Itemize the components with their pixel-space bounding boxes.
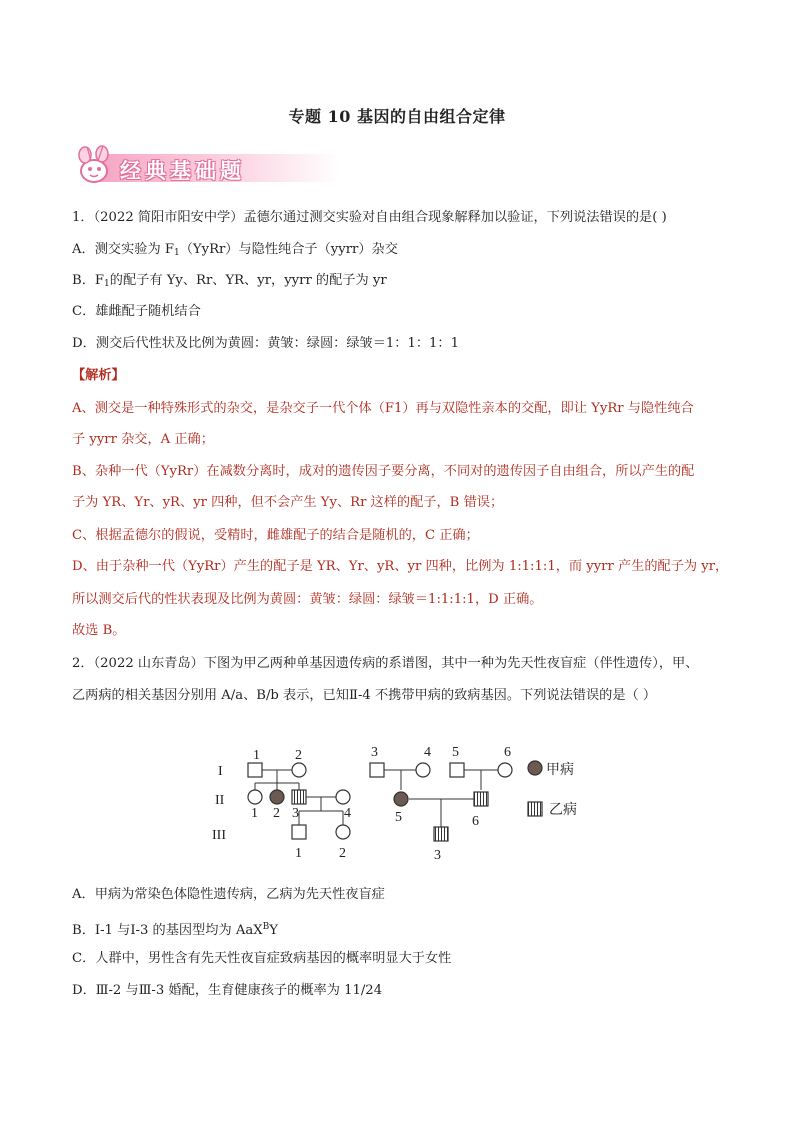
ped-I-5-male bbox=[450, 763, 464, 777]
gen-III-label: III bbox=[212, 828, 226, 843]
page-title: 专题 10 基因的自由组合定律 bbox=[288, 107, 506, 126]
ped-II-3-male-affected-b bbox=[292, 790, 306, 804]
q1-a-sub: 1 bbox=[174, 248, 180, 258]
ped-II-4-female bbox=[336, 790, 350, 804]
ped-label-III-1: 1 bbox=[295, 846, 302, 861]
q1-b-pre: B．F bbox=[72, 273, 105, 288]
q1-a-post: （YyRr）与隐性纯合子（yyrr）杂交 bbox=[179, 242, 398, 257]
q2-b-post: Y bbox=[269, 923, 278, 938]
ped-I-2-female bbox=[292, 763, 306, 777]
q1-option-d: D．测交后代性状及比例为黄圆：黄皱：绿圆：绿皱＝1：1：1：1 bbox=[72, 336, 460, 351]
legend-affected-a-icon bbox=[528, 761, 542, 775]
ped-label-II-4: 4 bbox=[344, 806, 351, 821]
q2-stem-1: 2．（2022 山东青岛）下图为甲乙两种单基因遗传病的系谱图，其中一种为先天性夜盲症（伴性遗传），甲、 bbox=[72, 656, 699, 671]
ped-III-3-male-affected-b bbox=[434, 827, 448, 841]
ped-label-II-3: 3 bbox=[292, 806, 299, 821]
q1-option-c: C．雄雌配子随机结合 bbox=[72, 304, 201, 319]
ped-label-I-2: 2 bbox=[295, 748, 302, 763]
ped-label-II-2: 2 bbox=[273, 806, 280, 821]
ped-II-1-female bbox=[248, 790, 262, 804]
analysis-label: 【解析】 bbox=[72, 368, 125, 383]
ped-label-I-1: 1 bbox=[253, 748, 260, 763]
explanation-d-2: 所以测交后代的性状表现及比例为黄圆：黄皱：绿圆：绿皱＝1:1:1:1，D 正确。 bbox=[72, 592, 543, 607]
explanation-d-1: D、由于杂种一代（YyRr）产生的配子是 YR、Yr、yR、yr 四种，比例为 1:1:1:1，而 yyrr 产生的配子为 yr， bbox=[72, 559, 729, 574]
legend-affected-a-label: 甲病 bbox=[546, 763, 574, 778]
q2-b-pre: B．Ⅰ-1 与Ⅰ-3 的基因型均为 AaX bbox=[72, 923, 263, 938]
q1-b-sub: 1 bbox=[104, 279, 110, 289]
ped-II-6-male-affected-b bbox=[474, 792, 488, 806]
ped-label-I-3: 3 bbox=[371, 745, 378, 760]
ped-II-5-female-affected-a bbox=[394, 792, 408, 806]
q1-option-a bbox=[72, 240, 398, 263]
q1-option-b bbox=[72, 271, 387, 294]
legend-affected-b-icon bbox=[528, 802, 542, 816]
gen-II-label: II bbox=[215, 793, 225, 808]
explanation-a-1: A、测交是一种特殊形式的杂交，是杂交子一代个体（F1）再与双隐性亲本的交配，即让 YyRr 与隐性纯合 bbox=[72, 401, 694, 416]
q1-a-pre: A．测交实验为 F bbox=[72, 242, 174, 257]
ped-label-I-4: 4 bbox=[424, 745, 431, 760]
ped-III-1-male bbox=[292, 825, 306, 839]
q2-option-d: D．Ⅲ-2 与Ⅲ-3 婚配，生育健康孩子的概率为 11/24 bbox=[72, 983, 383, 998]
ped-label-I-6: 6 bbox=[504, 745, 511, 760]
gen-I-label: I bbox=[218, 764, 223, 779]
conclusion: 故选 B。 bbox=[72, 623, 126, 638]
q2-b-sup: B bbox=[262, 922, 270, 932]
banner-text: 经典基础题 bbox=[120, 159, 245, 183]
q1-b-post: 的配子有 Yy、Rr、YR、yr，yyrr 的配子为 yr bbox=[109, 273, 387, 288]
ped-III-2-female bbox=[336, 825, 350, 839]
ped-I-3-male bbox=[370, 763, 384, 777]
q2-option-b bbox=[72, 917, 278, 941]
legend-affected-b-label: 乙病 bbox=[549, 803, 577, 818]
section-banner bbox=[72, 143, 372, 191]
ped-label-III-3: 3 bbox=[434, 848, 441, 863]
explanation-c: C、根据孟德尔的假说，受精时，雌雄配子的结合是随机的，C 正确； bbox=[72, 528, 479, 543]
q2-option-c: C．人群中，男性含有先天性夜盲症致病基因的概率明显大于女性 bbox=[72, 951, 452, 966]
explanation-a-2: 子 yyrr 杂交，A 正确； bbox=[72, 432, 214, 447]
ped-I-4-female bbox=[416, 763, 430, 777]
ped-label-III-2: 2 bbox=[339, 846, 346, 861]
q1-stem: 1．（2022 简阳市阳安中学）孟德尔通过测交实验对自由组合现象解释加以验证，下列说法错误的是( ) bbox=[72, 210, 667, 225]
bee-icon bbox=[72, 143, 118, 191]
ped-I-6-female bbox=[498, 763, 512, 777]
pedigree-chart bbox=[212, 733, 595, 863]
ped-II-2-female-affected-a bbox=[270, 790, 284, 804]
ped-label-II-1: 1 bbox=[251, 806, 258, 821]
explanation-b-2: 子为 YR、Yr、yR、yr 四种，但不会产生 Yy、Rr 这样的配子，B 错误； bbox=[72, 495, 504, 510]
q2-option-a: A．甲病为常染色体隐性遗传病，乙病为先天性夜盲症 bbox=[72, 887, 385, 902]
ped-label-II-5: 5 bbox=[395, 810, 402, 825]
q2-stem-2: 乙两病的相关基因分别用 A/a、B/b 表示，已知Ⅱ-4 不携带甲病的致病基因。下列说法错误的是（ ） bbox=[72, 688, 657, 703]
ped-I-1-male bbox=[248, 763, 262, 777]
explanation-b-1: B、杂种一代（YyRr）在减数分离时，成对的遗传因子要分离，不同对的遗传因子自由组合，所以产生的配 bbox=[72, 464, 695, 479]
ped-label-I-5: 5 bbox=[452, 745, 459, 760]
ped-label-II-6: 6 bbox=[472, 814, 479, 829]
